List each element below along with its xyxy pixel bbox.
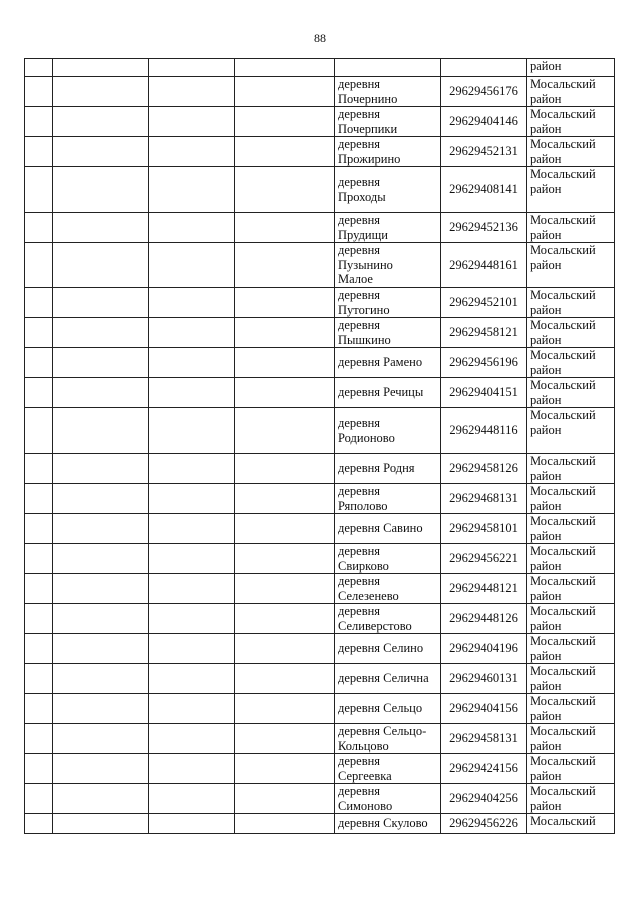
- empty-cell: [149, 604, 235, 634]
- district-line: Мосальский: [530, 288, 596, 302]
- table-row: [25, 107, 615, 137]
- district-cell: [527, 348, 615, 378]
- empty-cell: [149, 514, 235, 544]
- oktmo-code-cell: 29629448116: [441, 408, 527, 454]
- empty-cell: [235, 814, 335, 834]
- district-line: район: [530, 708, 562, 723]
- empty-cell: [235, 544, 335, 574]
- oktmo-code-cell: 29629456221: [441, 544, 527, 574]
- district-cell: [527, 408, 615, 454]
- empty-cell: [149, 814, 235, 834]
- empty-cell: [235, 288, 335, 318]
- district-line: район: [530, 362, 562, 377]
- table-row: [25, 514, 615, 544]
- settlement-name-line: деревня: [338, 754, 381, 768]
- settlement-name-line: Прудищи: [338, 227, 388, 242]
- empty-cell: [235, 454, 335, 484]
- empty-cell: [235, 77, 335, 107]
- empty-cell: [25, 574, 53, 604]
- empty-cell: [235, 784, 335, 814]
- district-line: район: [530, 528, 562, 543]
- settlement-name-line: Проходы: [338, 189, 386, 204]
- district-cell: [527, 664, 615, 694]
- empty-cell: [25, 454, 53, 484]
- settlement-name-line: деревня: [338, 318, 381, 332]
- settlement-name-line: деревня Савино: [338, 521, 423, 536]
- district-line: район: [530, 738, 562, 753]
- settlement-name-line: деревня: [338, 288, 381, 302]
- empty-cell: [25, 784, 53, 814]
- table-row: [25, 664, 615, 694]
- empty-cell: [149, 754, 235, 784]
- page-number: 88: [314, 31, 326, 45]
- empty-cell: [25, 137, 53, 167]
- empty-cell: [149, 59, 235, 77]
- settlement-name-line: Сергеевка: [338, 768, 392, 783]
- empty-cell: [149, 574, 235, 604]
- settlement-name-line: Прожирино: [338, 151, 401, 166]
- district-line: район: [530, 151, 562, 166]
- oktmo-code-cell: 29629404146: [441, 107, 527, 137]
- settlement-name-line: деревня Скулово: [338, 816, 428, 831]
- district-line: район: [530, 618, 562, 633]
- empty-cell: [235, 213, 335, 243]
- district-line: район: [530, 468, 562, 483]
- table-row: [25, 634, 615, 664]
- empty-cell: [149, 544, 235, 574]
- table-row: [25, 167, 615, 213]
- settlement-name-line: Почерпики: [338, 121, 398, 136]
- settlement-name-cell: [335, 544, 441, 574]
- table-row: [25, 348, 615, 378]
- district-cell: [527, 694, 615, 724]
- empty-cell: [53, 484, 149, 514]
- empty-cell: [53, 724, 149, 754]
- empty-cell: [53, 514, 149, 544]
- settlement-name-cell: [335, 167, 441, 213]
- empty-cell: [149, 318, 235, 348]
- settlement-name-line: деревня Сельцо: [338, 701, 423, 716]
- settlement-name-cell: [335, 694, 441, 724]
- district-cell: [527, 318, 615, 348]
- district-line: Мосальский: [530, 77, 596, 91]
- empty-cell: [25, 288, 53, 318]
- empty-cell: [53, 664, 149, 694]
- oktmo-code-cell: 29629404156: [441, 694, 527, 724]
- empty-cell: [149, 77, 235, 107]
- settlement-name-line: Ряполово: [338, 498, 388, 513]
- table-row: [25, 694, 615, 724]
- settlement-name-line: Малое: [338, 272, 373, 287]
- empty-cell: [25, 544, 53, 574]
- empty-cell: [149, 724, 235, 754]
- district-line: район: [530, 422, 562, 437]
- settlement-name-cell: [335, 604, 441, 634]
- empty-cell: [149, 348, 235, 378]
- settlement-name-line: деревня Речицы: [338, 385, 424, 400]
- oktmo-code-cell: 29629458101: [441, 514, 527, 544]
- district-line: район: [530, 798, 562, 813]
- empty-cell: [235, 243, 335, 288]
- district-line: Мосальский: [530, 348, 596, 362]
- table-row: [25, 574, 615, 604]
- empty-cell: [235, 378, 335, 408]
- empty-cell: [25, 634, 53, 664]
- empty-cell: [53, 544, 149, 574]
- settlement-name-line: Селезенево: [338, 588, 399, 603]
- settlement-name-line: Кольцово: [338, 738, 389, 753]
- district-line: Мосальский: [530, 137, 596, 151]
- settlement-name-cell: [335, 784, 441, 814]
- oktmo-code-cell: 29629408141: [441, 167, 527, 213]
- district-cell: [527, 243, 615, 288]
- settlement-name-line: деревня: [338, 784, 381, 798]
- empty-cell: [53, 378, 149, 408]
- district-line: район: [530, 498, 562, 513]
- district-cell: [527, 784, 615, 814]
- district-cell: [527, 213, 615, 243]
- table-row: [25, 213, 615, 243]
- empty-cell: [149, 288, 235, 318]
- table-row: [25, 408, 615, 454]
- empty-cell: [235, 167, 335, 213]
- empty-cell: [25, 724, 53, 754]
- oktmo-code-cell: 29629456226: [441, 814, 527, 834]
- settlement-name-line: деревня: [338, 77, 381, 91]
- empty-cell: [149, 634, 235, 664]
- settlement-name-line: деревня Рамено: [338, 355, 423, 370]
- empty-cell: [53, 59, 149, 77]
- district-line: Мосальский: [530, 754, 596, 768]
- district-line: район: [530, 648, 562, 663]
- district-cell: [527, 59, 615, 77]
- empty-cell: [53, 814, 149, 834]
- empty-cell: [25, 378, 53, 408]
- district-line: район: [530, 227, 562, 242]
- settlement-name-cell: [335, 634, 441, 664]
- district-cell: [527, 604, 615, 634]
- empty-cell: [235, 604, 335, 634]
- settlement-name-cell: [335, 574, 441, 604]
- empty-cell: [25, 408, 53, 454]
- empty-cell: [235, 484, 335, 514]
- table-row: [25, 784, 615, 814]
- settlement-name-line: деревня: [338, 213, 381, 227]
- settlement-name-cell: [335, 213, 441, 243]
- settlement-name-cell: [335, 408, 441, 454]
- table-row: [25, 288, 615, 318]
- settlement-name-line: деревня Селична: [338, 671, 429, 686]
- empty-cell: [149, 784, 235, 814]
- district-line: Мосальский: [530, 784, 596, 798]
- empty-cell: [53, 454, 149, 484]
- table-row: [25, 77, 615, 107]
- settlement-name-cell: [335, 378, 441, 408]
- settlement-name-cell: [335, 348, 441, 378]
- district-line: Мосальский: [530, 167, 596, 181]
- district-line: Мосальский: [530, 664, 596, 678]
- district-cell: [527, 574, 615, 604]
- oktmo-code-cell: 29629448121: [441, 574, 527, 604]
- settlement-name-line: Почернино: [338, 91, 398, 106]
- settlement-name-cell: [335, 318, 441, 348]
- empty-cell: [235, 724, 335, 754]
- empty-cell: [53, 694, 149, 724]
- table-row: [25, 59, 615, 77]
- settlement-name-line: деревня: [338, 107, 381, 121]
- empty-cell: [53, 213, 149, 243]
- empty-cell: [25, 348, 53, 378]
- district-line: район: [530, 59, 562, 73]
- empty-cell: [53, 574, 149, 604]
- settlement-name-line: Родионово: [338, 430, 395, 445]
- empty-cell: [53, 167, 149, 213]
- settlement-name-line: деревня: [338, 544, 381, 558]
- settlements-table: [24, 58, 615, 834]
- district-line: Мосальский: [530, 604, 596, 618]
- empty-cell: [149, 213, 235, 243]
- settlement-name-line: Селиверстово: [338, 618, 412, 633]
- empty-cell: [25, 664, 53, 694]
- district-line: район: [530, 121, 562, 136]
- district-line: район: [530, 558, 562, 573]
- empty-cell: [149, 107, 235, 137]
- empty-cell: [25, 213, 53, 243]
- empty-cell: [235, 348, 335, 378]
- oktmo-code-cell: 29629456176: [441, 77, 527, 107]
- district-line: Мосальский: [530, 634, 596, 648]
- table-row: [25, 604, 615, 634]
- oktmo-code-cell: 29629460131: [441, 664, 527, 694]
- district-line: Мосальский: [530, 814, 596, 828]
- district-cell: [527, 378, 615, 408]
- district-line: Мосальский: [530, 243, 596, 257]
- empty-cell: [25, 167, 53, 213]
- oktmo-code-cell: 29629404151: [441, 378, 527, 408]
- district-line: район: [530, 302, 562, 317]
- district-cell: [527, 724, 615, 754]
- district-cell: [527, 544, 615, 574]
- empty-cell: [235, 318, 335, 348]
- empty-cell: [235, 634, 335, 664]
- empty-cell: [149, 454, 235, 484]
- settlement-name-cell: [335, 59, 441, 77]
- settlement-name-cell: [335, 484, 441, 514]
- settlement-name-cell: [335, 77, 441, 107]
- oktmo-code-cell: 29629452136: [441, 213, 527, 243]
- district-line: Мосальский: [530, 574, 596, 588]
- district-line: Мосальский: [530, 408, 596, 422]
- oktmo-code-cell: 29629458121: [441, 318, 527, 348]
- empty-cell: [25, 484, 53, 514]
- district-cell: [527, 454, 615, 484]
- settlement-name-cell: [335, 243, 441, 288]
- empty-cell: [25, 59, 53, 77]
- empty-cell: [53, 784, 149, 814]
- oktmo-code-cell: 29629468131: [441, 484, 527, 514]
- settlement-name-line: Пузынино: [338, 257, 393, 272]
- settlement-name-cell: [335, 107, 441, 137]
- oktmo-code-cell: 29629458126: [441, 454, 527, 484]
- oktmo-code-cell: 29629456196: [441, 348, 527, 378]
- oktmo-code-cell: 29629424156: [441, 754, 527, 784]
- table-row: [25, 484, 615, 514]
- table-row: [25, 318, 615, 348]
- settlement-name-line: Симоново: [338, 798, 393, 813]
- table-row: [25, 378, 615, 408]
- settlement-name-line: деревня: [338, 574, 381, 588]
- empty-cell: [235, 59, 335, 77]
- settlement-name-line: деревня Селино: [338, 641, 424, 656]
- district-line: Мосальский: [530, 694, 596, 708]
- settlement-name-line: Путогино: [338, 302, 390, 317]
- empty-cell: [235, 694, 335, 724]
- empty-cell: [25, 814, 53, 834]
- oktmo-code-cell: 29629404196: [441, 634, 527, 664]
- settlement-name-line: деревня: [338, 243, 381, 258]
- empty-cell: [53, 77, 149, 107]
- district-line: район: [530, 768, 562, 783]
- empty-cell: [53, 107, 149, 137]
- district-cell: [527, 288, 615, 318]
- empty-cell: [149, 664, 235, 694]
- settlement-name-line: Пышкино: [338, 332, 391, 347]
- empty-cell: [149, 484, 235, 514]
- district-line: Мосальский: [530, 213, 596, 227]
- empty-cell: [149, 167, 235, 213]
- settlement-name-line: деревня Сельцо-: [338, 724, 427, 738]
- district-cell: [527, 77, 615, 107]
- district-line: Мосальский: [530, 454, 596, 468]
- empty-cell: [53, 408, 149, 454]
- district-cell: [527, 634, 615, 664]
- table-row: [25, 243, 615, 288]
- empty-cell: [25, 77, 53, 107]
- district-line: район: [530, 678, 562, 693]
- district-line: Мосальский: [530, 544, 596, 558]
- empty-cell: [53, 318, 149, 348]
- empty-cell: [235, 107, 335, 137]
- district-cell: [527, 754, 615, 784]
- empty-cell: [53, 243, 149, 288]
- empty-cell: [149, 378, 235, 408]
- settlement-name-cell: [335, 754, 441, 784]
- empty-cell: [25, 107, 53, 137]
- empty-cell: [149, 243, 235, 288]
- settlement-name-line: Свирково: [338, 558, 389, 573]
- settlement-name-line: деревня: [338, 175, 381, 189]
- district-cell: [527, 514, 615, 544]
- empty-cell: [53, 288, 149, 318]
- empty-cell: [149, 137, 235, 167]
- empty-cell: [149, 408, 235, 454]
- empty-cell: [25, 694, 53, 724]
- district-cell: [527, 484, 615, 514]
- district-line: район: [530, 181, 562, 196]
- settlement-name-cell: [335, 664, 441, 694]
- oktmo-code-cell: [441, 59, 527, 77]
- district-line: Мосальский: [530, 107, 596, 121]
- table-body: [25, 59, 615, 834]
- empty-cell: [53, 634, 149, 664]
- table-row: [25, 754, 615, 784]
- empty-cell: [25, 604, 53, 634]
- empty-cell: [235, 754, 335, 784]
- district-line: Мосальский: [530, 378, 596, 392]
- settlement-name-line: деревня: [338, 137, 381, 151]
- empty-cell: [235, 574, 335, 604]
- settlement-name-line: деревня: [338, 604, 381, 618]
- settlement-name-line: деревня: [338, 484, 381, 498]
- empty-cell: [235, 408, 335, 454]
- district-line: Мосальский: [530, 514, 596, 528]
- district-cell: [527, 167, 615, 213]
- empty-cell: [25, 243, 53, 288]
- district-cell: [527, 814, 615, 834]
- table-row: [25, 454, 615, 484]
- empty-cell: [235, 137, 335, 167]
- district-cell: [527, 137, 615, 167]
- table-row: [25, 814, 615, 834]
- settlement-name-cell: [335, 454, 441, 484]
- empty-cell: [53, 754, 149, 784]
- empty-cell: [149, 694, 235, 724]
- oktmo-code-cell: 29629448126: [441, 604, 527, 634]
- settlement-name-cell: [335, 814, 441, 834]
- oktmo-code-cell: 29629448161: [441, 243, 527, 288]
- oktmo-code-cell: 29629452101: [441, 288, 527, 318]
- empty-cell: [235, 664, 335, 694]
- settlement-name-cell: [335, 137, 441, 167]
- table-row: [25, 724, 615, 754]
- empty-cell: [235, 514, 335, 544]
- empty-cell: [25, 754, 53, 784]
- table-row: [25, 137, 615, 167]
- oktmo-code-cell: 29629404256: [441, 784, 527, 814]
- district-line: район: [530, 332, 562, 347]
- district-line: район: [530, 588, 562, 603]
- district-line: Мосальский: [530, 724, 596, 738]
- oktmo-code-cell: 29629452131: [441, 137, 527, 167]
- district-line: район: [530, 392, 562, 407]
- settlement-name-cell: [335, 288, 441, 318]
- district-line: Мосальский: [530, 318, 596, 332]
- empty-cell: [53, 604, 149, 634]
- district-cell: [527, 107, 615, 137]
- empty-cell: [25, 514, 53, 544]
- settlement-name-cell: [335, 724, 441, 754]
- empty-cell: [25, 318, 53, 348]
- settlement-name-cell: [335, 514, 441, 544]
- district-line: район: [530, 257, 562, 272]
- empty-cell: [53, 348, 149, 378]
- table-row: [25, 544, 615, 574]
- settlement-name-line: деревня: [338, 416, 381, 430]
- district-line: район: [530, 91, 562, 106]
- settlement-name-line: деревня Родня: [338, 461, 415, 476]
- district-line: Мосальский: [530, 484, 596, 498]
- empty-cell: [53, 137, 149, 167]
- oktmo-code-cell: 29629458131: [441, 724, 527, 754]
